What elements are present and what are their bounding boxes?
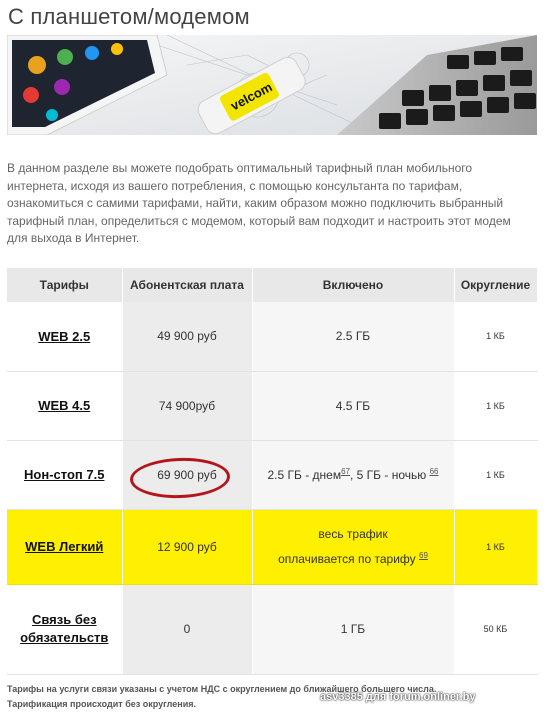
table-header-row (7, 268, 537, 302)
tariff-link-web-light[interactable]: WEB Легкий (25, 539, 104, 554)
included-line1: весь трафик (318, 526, 388, 541)
header-rounding: Округление (454, 268, 537, 302)
rounding-cell: 50 КБ (454, 584, 537, 674)
watermark: asv3385 для forum.onliner.by (320, 691, 476, 703)
intro-text: В данном разделе вы можете подобрать оптимальный тарифный план мобильного интернета, исходя из вашего потребления, с помощью консультанта по тарифам, ознакомиться с самими тарифами, найти, каким образом можно подключить выбранный тарифный план, определиться с модемом, который вам подходит и настроить этот модем для выхода в Интернет. (7, 161, 511, 245)
banner-illustration (7, 35, 537, 135)
footnote-ref-66[interactable]: 66 (429, 467, 439, 476)
tariff-link-no-commitment[interactable] (20, 612, 108, 645)
fee-cell: 12 900 руб (122, 509, 252, 584)
included-cell: 4.5 ГБ (252, 371, 454, 440)
modem-brand-label: velcom (228, 79, 275, 114)
rounding-cell: 1 КБ (454, 302, 537, 371)
included-day-text: 2.5 ГБ - днем (267, 468, 342, 482)
table-row-highlighted (7, 509, 537, 584)
tariff-name-line2: обязательств (20, 630, 109, 645)
tariff-name-line1: Связь без (31, 612, 97, 627)
included-cell: 1 ГБ (252, 584, 454, 674)
footnote-ref-67[interactable]: 67 (341, 467, 350, 476)
header-included: Включено (252, 268, 454, 302)
table-row (7, 440, 537, 509)
table-row (7, 584, 537, 674)
tariff-link-web-4-5[interactable]: WEB 4.5 (38, 398, 91, 413)
fee-cell: 74 900руб (122, 371, 252, 440)
footnote-line2: Тарификация происходит без округления. (7, 699, 196, 709)
page-title: С планшетом/модемом (8, 4, 250, 29)
table-row (7, 302, 537, 371)
fee-cell: 49 900 руб (122, 302, 252, 371)
footnote-line1: Тарифы на услуги связи указаны с учетом НДС с округлением до ближайшего большего числа. (7, 684, 437, 694)
header-fee: Абонентская плата (122, 268, 252, 302)
included-cell (252, 509, 454, 584)
rounding-cell: 1 КБ (454, 440, 537, 509)
included-cell: 2.5 ГБ (252, 302, 454, 371)
footnote-ref-69[interactable]: 69 (419, 550, 428, 560)
included-night-text: , 5 ГБ - ночью (350, 468, 430, 482)
table-row (7, 371, 537, 440)
fee-cell: 0 (122, 584, 252, 674)
tariffs-table (7, 268, 538, 675)
rounding-cell: 1 КБ (454, 509, 537, 584)
included-cell (252, 440, 454, 509)
banner-image (7, 35, 537, 135)
tariff-link-web-2-5[interactable]: WEB 2.5 (38, 328, 91, 344)
rounding-cell: 1 КБ (454, 371, 537, 440)
header-tariffs: Тарифы (7, 268, 122, 302)
fee-cell: 69 900 руб (122, 440, 252, 509)
included-line2: оплачивается по тарифу (278, 551, 419, 566)
tariff-link-non-stop-7-5[interactable]: Нон-стоп 7.5 (24, 467, 105, 482)
